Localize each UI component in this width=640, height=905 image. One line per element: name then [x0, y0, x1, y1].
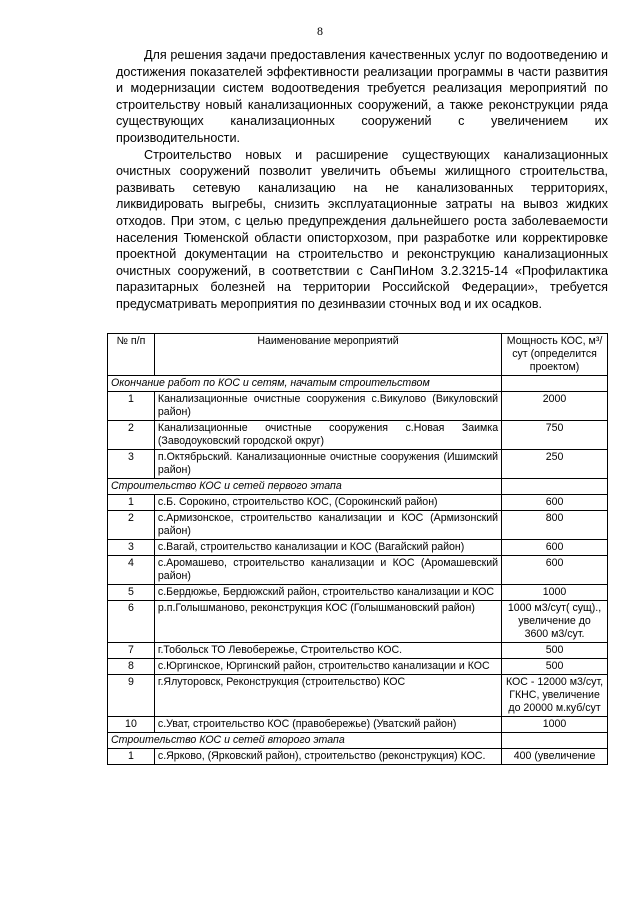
section-row: [108, 479, 608, 495]
row-capacity: 1000 м3/сут( сущ)., увеличение до 3600 м3/сут.: [502, 601, 608, 643]
row-num: 9: [108, 675, 155, 717]
table-header-row: [108, 334, 608, 376]
table-row: [108, 749, 608, 765]
body-text: [116, 47, 608, 313]
row-capacity: 400 (увеличение: [502, 749, 608, 765]
row-capacity: 250: [502, 450, 608, 479]
row-num: 6: [108, 601, 155, 643]
table-row: [108, 717, 608, 733]
row-capacity: 500: [502, 659, 608, 675]
row-capacity: 750: [502, 421, 608, 450]
table-row: [108, 601, 608, 643]
header-capacity: Мощность КОС, м³/сут (определится проектом): [502, 334, 608, 376]
row-name: с.Юргинское, Юргинский район, строительство канализации и КОС: [154, 659, 501, 675]
table-row: [108, 675, 608, 717]
row-num: 1: [108, 495, 155, 511]
table-row: [108, 643, 608, 659]
row-name: с.Бердюжье, Бердюжский район, строительство канализации и КОС: [154, 585, 501, 601]
section-title: Строительство КОС и сетей второго этапа: [108, 733, 502, 749]
row-name: с.Армизонское, строительство канализации и КОС (Армизонский район): [154, 511, 501, 540]
row-capacity: КОС - 12000 м3/сут, ГКНС, увеличение до 20000 м.куб/сут: [502, 675, 608, 717]
row-name: с.Б. Сорокино, строительство КОС, (Сорокинский район): [154, 495, 501, 511]
row-capacity: 1000: [502, 717, 608, 733]
section-capacity-cell: [502, 733, 608, 749]
row-num: 4: [108, 556, 155, 585]
row-name: г.Тобольск ТО Левобережье, Строительство КОС.: [154, 643, 501, 659]
row-name: с.Вагай, строительство канализации и КОС (Вагайский район): [154, 540, 501, 556]
row-name: г.Ялуторовск, Реконструкция (строительство) КОС: [154, 675, 501, 717]
row-name: п.Октябрьский. Канализационные очистные сооружения (Ишимский район): [154, 450, 501, 479]
table-row: [108, 450, 608, 479]
row-num: 7: [108, 643, 155, 659]
row-num: 5: [108, 585, 155, 601]
section-capacity-cell: [502, 376, 608, 392]
row-name: р.п.Голышманово, реконструкция КОС (Голышмановский район): [154, 601, 501, 643]
row-name: с.Уват, строительство КОС (правобережье) (Уватский район): [154, 717, 501, 733]
row-num: 10: [108, 717, 155, 733]
paragraph: Для решения задачи предоставления качественных услуг по водоотведению и достижения показателей эффективности реализации программы в части развития и модернизации систем водоотведения требуется реализация мероприятий по строительству новый канализационных сооружений, а также реконструкции ряда существующих канализационных сооружений с увеличением их производительности.: [116, 48, 608, 145]
table-row: [108, 421, 608, 450]
row-capacity: 1000: [502, 585, 608, 601]
table-row: [108, 556, 608, 585]
table-row: [108, 659, 608, 675]
row-num: 3: [108, 450, 155, 479]
page-number: 8: [317, 24, 323, 38]
row-num: 1: [108, 392, 155, 421]
table-row: [108, 540, 608, 556]
row-num: 2: [108, 511, 155, 540]
paragraph: Строительство новых и расширение существующих канализационных очистных сооружений позволит увеличить объемы жилищного строительства, развивать сетевую канализацию на не канализованных территориях, ликвидировать выгребы, снизить эксплуатационные затраты на вывоз жидких отходов. При этом, с целью предупреждения дальнейшего роста заболеваемости населения Тюменской области описторхозом, при разработке или корректировке проектной документации на строительство и реконструкцию канализационных очистных сооружений, в соответствии с СанПиНом 3.2.3215-14 «Профилактика паразитарных болезней на территории Российской Федерации», требуется предусматривать мероприятия по дезинвазии сточных вод и их осадков.: [116, 147, 608, 311]
header-name: Наименование мероприятий: [154, 334, 501, 376]
table-row: [108, 392, 608, 421]
section-title: Окончание работ по КОС и сетям, начатым строительством: [108, 376, 502, 392]
row-name: Канализационные очистные сооружения с.Викулово (Викуловский район): [154, 392, 501, 421]
section-row: [108, 733, 608, 749]
table-row: [108, 585, 608, 601]
row-capacity: 2000: [502, 392, 608, 421]
row-num: 2: [108, 421, 155, 450]
row-capacity: 600: [502, 556, 608, 585]
row-capacity: 600: [502, 495, 608, 511]
section-title: Строительство КОС и сетей первого этапа: [108, 479, 502, 495]
row-name: с.Ярково, (Ярковский район), строительство (реконструкция) КОС.: [154, 749, 501, 765]
measures-table: [107, 333, 608, 765]
row-capacity: 500: [502, 643, 608, 659]
row-capacity: 800: [502, 511, 608, 540]
row-capacity: 600: [502, 540, 608, 556]
section-row: [108, 376, 608, 392]
row-name: с.Аромашево, строительство канализации и КОС (Аромашевский район): [154, 556, 501, 585]
row-name: Канализационные очистные сооружения с.Новая Заимка (Заводоуковский городской округ): [154, 421, 501, 450]
table-row: [108, 511, 608, 540]
section-capacity-cell: [502, 479, 608, 495]
row-num: 1: [108, 749, 155, 765]
table-row: [108, 495, 608, 511]
row-num: 3: [108, 540, 155, 556]
header-num: № п/п: [108, 334, 155, 376]
row-num: 8: [108, 659, 155, 675]
